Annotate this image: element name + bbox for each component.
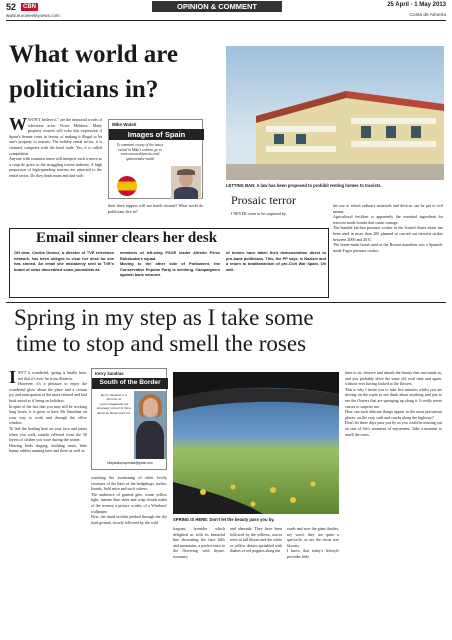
columnist2-box <box>91 368 167 470</box>
page-header <box>0 0 452 22</box>
columnist2-title: South of the Border <box>99 379 161 386</box>
article1-headline-line1: What world are <box>9 41 178 68</box>
email-col3: of homes have taken their demonstration direct to pro-bank politicians. This, the PP says, is Nazism and a return to totalitarianism of pre-Civil War Spain. Oh well. <box>226 250 326 272</box>
website-url: www.euroweeklynews.com <box>6 13 60 18</box>
ewn-logo: CBN <box>23 4 36 10</box>
section-divider <box>6 302 446 303</box>
email-col2: members of left-wing PSOE leader Alfredo Perez Rubalcaba's squad. Moving to the other side of Parliament, the Conservative Popular Party is seething. Campaigners against bank seizures <box>120 250 220 278</box>
columnist1-blurb: To comment on any of the issues raised in Mike's column, go to www.euroweeklynews.com/ opinion/mike-walsh <box>116 143 164 161</box>
region-label: Costa de Almeria <box>409 13 446 18</box>
article1-photo <box>226 46 444 180</box>
article2-headline-line1: Spring in my step as I take some <box>14 305 314 330</box>
article1-col1 <box>9 114 102 179</box>
article2-col2: watching the awakening of other lovely creatures of the likes of the hedgehogs, turtles, lizards, field mice and such critters. The ambience of general glee, warm yellow light, intense blue skies and crisp clouds make of the scenery a picture worthy of a Windows' wallpaper. First, the timid orchids peeked through the dry hard ground, closely followed by the wild <box>91 475 167 525</box>
section-banner: OPINION & COMMENT <box>152 1 282 12</box>
article2-col4: and almonds. They have been followed by the yellows, acacia trees in full bloom and the white or yellow daisies sprinkled with dashes of red poppies along the <box>230 526 282 554</box>
article1-col2: their three nippers will use hotels instead? What world do politicians live in? <box>108 203 203 214</box>
issue-date: 25 April - 1 May 2013 <box>387 2 446 8</box>
columnist2-url: ellaparalapropiedad@gmail.com <box>107 461 153 465</box>
photo1-caption: LETTING BAN: A law has been proposed to prohibit renting homes to tourists. <box>226 183 382 188</box>
article2-col5: roads and now the giant thistles, my word, they are quite a spectacle, as are the citrus tree blooms. I know that today's lifestyle provides little <box>287 526 339 559</box>
photo2-caption: SPRING IS HERE: Don't let the beauty pass you by. <box>173 517 275 522</box>
columnist2-photo <box>134 391 166 459</box>
email-headline: Email sinner clears her desk <box>36 230 218 246</box>
columnist1-photo <box>171 166 201 199</box>
article2-dropcap: I <box>9 367 17 387</box>
article1-col3: the use to which ordinary materials and devices can be put to evil means. Agricultural fertiliser is apparently the essential ingredient for terrorist-made bombs that cause carnage. The humble kitchen pressure cooker in the United States alone has been used in more than 200 planned or carried out terrorist strikes between 2000 and 2011. The home-made bomb used at the Boston marathon was a Spanish-made Fagor pressure cooker. <box>333 203 443 253</box>
article2-photo <box>173 372 339 514</box>
article1-col1-text: WON'T believe it," are the immortal words of television actor Victor Meldrew. Many property owners will echo this expression if Spain's Senate votes in favour of making it illegal to let one's property to tourists. The holiday rental sector, it is claimed, competes with the hotel trade. Yes, it is called competition. Anyone with common sense will interpret such a move as a coup de grace to the struggling tourist industry. A high proportion of high-spending tourists are attracted to the rental sector. Do they think mum and dad with <box>9 117 102 178</box>
header-rule <box>6 20 446 21</box>
spain-flag-icon <box>117 176 137 196</box>
columnist1-name: Mike Walsh <box>112 122 137 127</box>
prosaic-terror-title: Prosaic terror <box>231 193 296 207</box>
prosaic-terror-intro: I NEVER cease to be surprised by <box>231 211 286 216</box>
email-col1: OH dear, Cecilia Gomez, a director of TVE television network, has been obliged to clear her desk for she has sinned. An email she mistakenly sent to TVE's board of news discredited some journalists as <box>14 250 114 272</box>
car-window-flowers-graphic <box>173 372 339 514</box>
article2-headline-line2: time to stop and smell the roses <box>16 331 307 356</box>
page-number: 52 <box>6 2 17 12</box>
columnist2-blurb: Kerry Sandras is a director at www.casagalatis.net language school in Vera, Almeria. Read more on: <box>96 393 132 415</box>
article1-dropcap: W <box>9 114 27 134</box>
article2-col6: time to sit, observe and absorb the beauty that surrounds us, and you probably drive the same old road time and again, without ever having looked at the flowers. This is why I invite you to take five minutes whilst you are driving on the roads to not think about anything and just to see the flowers that are springing up along it. It really never ceases to surprise me. How can such delicate things appear in the most precarious places: on the very curb and cracks along the highway? Don't let these days pass you by as you could be missing out on one of life's moments of enjoyment. Take a moment to smell the roses. <box>345 370 442 437</box>
columnist2-name: Kerry Sandras <box>95 371 124 376</box>
columnist1-title: Images of Spain <box>127 130 186 139</box>
apartment-building-graphic <box>226 46 444 180</box>
article1-headline-line2: politicians in? <box>9 76 159 103</box>
article2-col1 <box>9 367 87 454</box>
columnist1-box <box>108 119 203 199</box>
article2-col3: fragrant lavender which delighted us with its beautiful hue decorating the bare hills and mountains, a perfect intro to the flowering wild thyme, rosemary <box>173 526 225 559</box>
article2-col1-text: SN'T it wonderful, spring is finally here, not that it's ever far from Almeria. However, it's a pleasure to enjoy the wonderful glow about the place and a certain joy and anticipation of the more relaxed and laid back mood as if being on holidays. In spite of the fact that you may still be working long hours, it is great to have Mr Sunshine on your way to work and through the office window. To feel the healing heat on your face and joints when you walk outside relieved from the 50 layers of clothes you wore during the winter. Hearing birds singing, building nests, little bunny rabbits running here and there as well as <box>9 370 87 454</box>
email-sinner-box <box>9 228 329 298</box>
